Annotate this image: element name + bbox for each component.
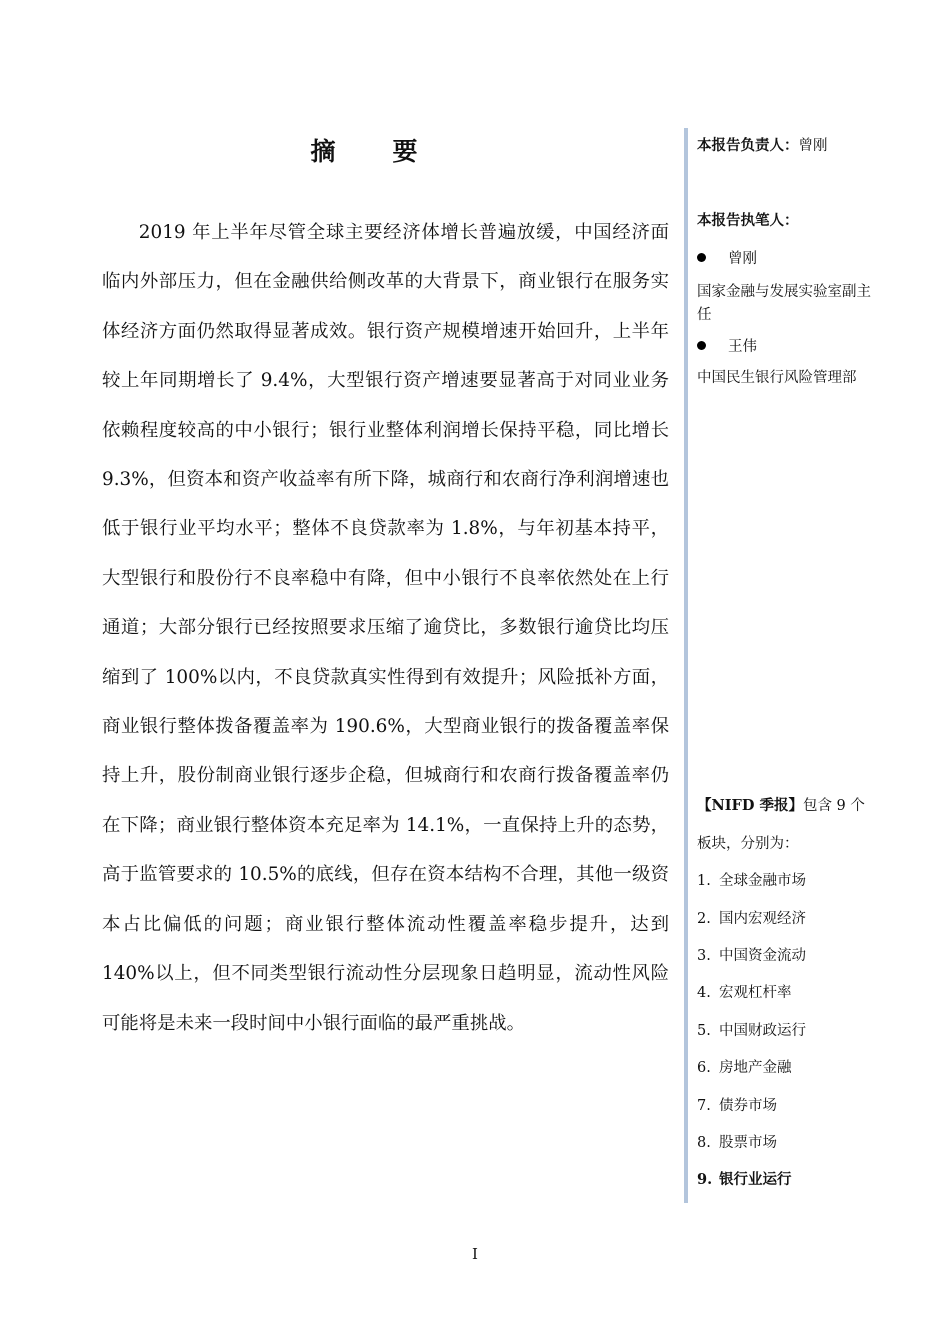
toc-item: 6. 房地产金融 [697,1060,792,1076]
responsible-label: 本报告负责人： [697,137,799,154]
authors-label: 本报告执笔人： [697,212,799,229]
toc-item: 3. 中国资金流动 [697,948,806,964]
bullet-icon [697,253,706,262]
author-affiliation: 中国民生银行风险管理部 [697,370,857,386]
responsible-name: 曾刚 [798,138,828,154]
toc-item: 7. 债券市场 [697,1098,777,1114]
series-name: 【NIFD 季报】 [697,797,803,814]
series-intro [697,796,879,816]
toc-item: 5. 中国财政运行 [697,1023,806,1039]
toc-item: 1. 全球金融市场 [697,873,806,889]
abstract-paragraph: 2019 年上半年尽管全球主要经济体增长普遍放缓，中国经济面临内外部压力，但在金融供给侧改革的大背景下，商业银行在服务实体经济方面仍然取得显著成效。银行资产规模增速开始回升，上半年较上年同期增长了 9.4%，大型银行资产增速要显著高于对同业业务依赖程度较高的中小银行；银行业整体利润增长保持平稳，同比增长 9.3%，但资本和资产收益率有所下降，城商行和农商行净利润增速也低于银行业平均水平；整体不良贷款率为 1.8%，与年初基本持平，大型银行和股份行不良率稳中有降，但中小银行不良率依然处在上行通道；大部分银行已经按照要求压缩了逾贷比，多数银行逾贷比均压缩到了 100%以内，不良贷款真实性得到有效提升；风险抵补方面，商业银行整体拨备覆盖率为 190.6%，大型商业银行的拨备覆盖率保持上升，股份制商业银行逐步企稳，但城商行和农商行拨备覆盖率仍在下降；商业银行整体资本充足率为 14.1%，一直保持上升的态势，高于监管要求的 10.5%的底线，但存在资本结构不合理，其他一级资本占比偏低的问题；商业银行整体流动性覆盖率稳步提升，达到 140%以上，但不同类型银行流动性分层现象日趋明显，流动性风险可能将是未来一段时间中小银行面临的最严重挑战。 [102,222,669,1034]
toc-item: 4. 宏观杠杆率 [697,985,792,1001]
series-desc: 包含 9 个 [802,798,865,814]
toc-item: 8. 股票市场 [697,1135,777,1151]
author-name: 王伟 [728,339,757,355]
author-affiliation: 国家金融与发展实验室副主任 [697,284,871,323]
page-title: 摘 要 [310,137,434,166]
page-number: I [472,1245,478,1263]
author-item [697,337,757,357]
report-responsible [697,136,879,156]
author-name: 曾刚 [728,251,757,267]
toc-item-current: 9. 银行业运行 [697,1171,792,1188]
author-item [697,249,757,269]
bullet-icon [697,341,706,350]
sidebar-divider [684,128,688,1203]
toc-item: 2. 国内宏观经济 [697,911,806,927]
series-desc-cont: 板块，分别为： [697,836,799,852]
